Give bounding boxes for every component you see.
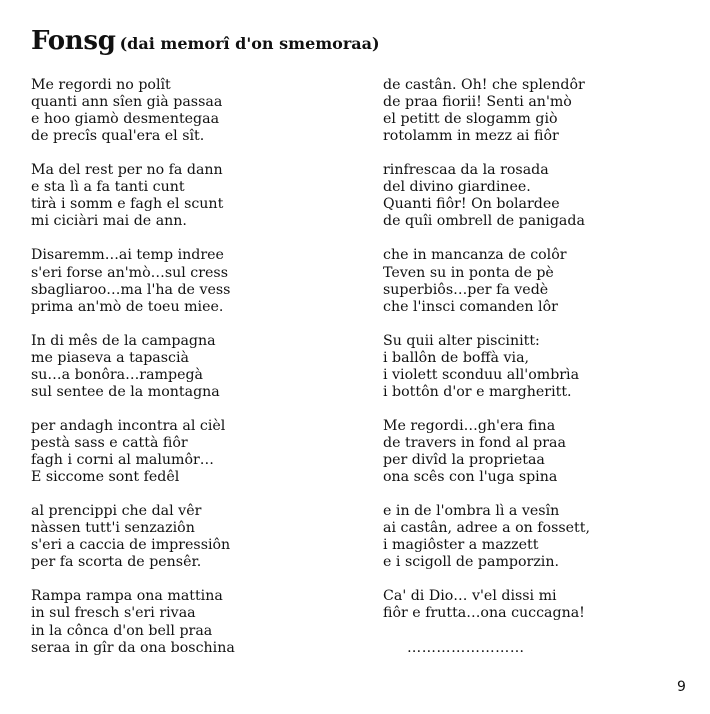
verse-line: in sul fresch s'eri rivaa [31, 605, 196, 622]
verse-line: me piaseva a tapascià [31, 349, 189, 366]
verse-line: Ca' di Dio… v'el dissi mi [383, 588, 557, 605]
verse-line: e i scigoll de pamporzin. [383, 554, 559, 571]
verse-line: su…a bonôra…rampegà [31, 366, 204, 383]
stanza [31, 333, 351, 401]
poem-title-main: Fonsg [31, 26, 116, 56]
stanza [383, 247, 683, 315]
verse-line: E siccome sont fedêl [31, 469, 180, 486]
verse-line: del divino giardinee. [383, 179, 531, 196]
stanza [383, 588, 683, 622]
page-number: 9 [677, 679, 686, 695]
verse-line: per divîd la proprietaa [383, 452, 545, 469]
stanza [31, 503, 351, 571]
verse-line: In di mês de la campagna [31, 332, 216, 349]
closing-ellipsis: …………………… [407, 639, 525, 656]
verse-line: i ballôn de boffà via, [383, 349, 530, 366]
stanza [31, 588, 351, 656]
verse-line: s'eri a caccia de impressiôn [31, 537, 231, 554]
verse-line: Disaremm…ai temp indree [31, 247, 224, 264]
verse-line: de castân. Oh! che splendôr [383, 77, 585, 93]
verse-line: superbiôs…per fa vedè [383, 281, 549, 298]
verse-line: fagh i corni al malumôr… [31, 452, 214, 469]
verse-line: che in mancanza de colôr [383, 247, 567, 264]
verse-line: s'eri forse an'mò…sul cress [31, 264, 228, 281]
verse-line: Rampa rampa ona mattina [31, 588, 223, 605]
verse-line: ai castân, adree a on fossett, [383, 520, 590, 537]
verse-line: Quanti fiôr! On bolardee [383, 196, 560, 213]
verse-line: mi ciciàri mai de ann. [31, 213, 187, 230]
verse-line: i magiôster a mazzett [383, 537, 539, 554]
verse-line: de quîi ombrell de panigada [383, 213, 585, 230]
verse-line: de travers in fond al praa [383, 434, 566, 451]
stanza [31, 77, 351, 145]
verse-line: Me regordi…gh'era fina [383, 417, 556, 434]
stanza [31, 247, 351, 315]
verse-line: i bottôn d'or e margheritt. [383, 383, 572, 400]
verse-line: e in de l'ombra lì a vesîn [383, 503, 560, 520]
verse-line: Su quii alter piscinitt: [383, 332, 540, 349]
verse-line: per andagh incontra al cièl [31, 417, 226, 434]
verse-line: quanti ann sîen già passaa [31, 94, 223, 111]
verse-line: per fa scorta de pensêr. [31, 554, 202, 571]
poem-title [31, 28, 380, 54]
stanza [31, 418, 351, 486]
stanza [31, 162, 351, 230]
verse-line: fiôr e frutta…ona cuccagna! [383, 605, 585, 622]
verse-line: Me regordi no polît [31, 77, 171, 93]
verse-line: che l'insci comanden lôr [383, 298, 558, 315]
poem-subtitle: (dai memorî d'on smemoraa) [119, 34, 380, 53]
poem-column-left [31, 77, 351, 674]
verse-line: nàssen tutt'i senzaziôn [31, 520, 195, 537]
verse-line: prima an'mò de toeu miee. [31, 298, 224, 315]
verse-line: in la cônca d'on bell praa [31, 622, 213, 639]
verse-line: al prencippi che dal vêr [31, 503, 202, 520]
verse-line: e hoo giamò desmentegaa [31, 111, 220, 128]
verse-line: rotolamm in mezz ai fiôr [383, 128, 559, 145]
verse-line: i violett sconduu all'ombrìa [383, 366, 580, 383]
verse-line: Teven su in ponta de pè [383, 264, 554, 281]
verse-line: pestà sass e cattà fiôr [31, 434, 188, 451]
verse-line: el petitt de slogamm giò [383, 111, 558, 128]
stanza [383, 162, 683, 230]
verse-line: rinfrescaa da la rosada [383, 162, 549, 179]
verse-line: de praa fiorii! Senti an'mò [383, 94, 572, 111]
stanza [383, 333, 683, 401]
verse-line: tirà i somm e fagh el scunt [31, 196, 224, 213]
stanza [383, 77, 683, 145]
poem-column-right [383, 77, 683, 657]
verse-line: Ma del rest per no fa dann [31, 162, 223, 179]
stanza [383, 418, 683, 486]
verse-line: ona scês con l'uga spina [383, 469, 558, 486]
stanza [383, 503, 683, 571]
verse-line: de precîs qual'era el sît. [31, 128, 205, 145]
verse-line: seraa in gîr da ona boschina [31, 639, 235, 656]
verse-line: sbagliaroo…ma l'ha de vess [31, 281, 231, 298]
verse-line: e sta lì a fa tanti cunt [31, 179, 185, 196]
verse-line: sul sentee de la montagna [31, 383, 220, 400]
